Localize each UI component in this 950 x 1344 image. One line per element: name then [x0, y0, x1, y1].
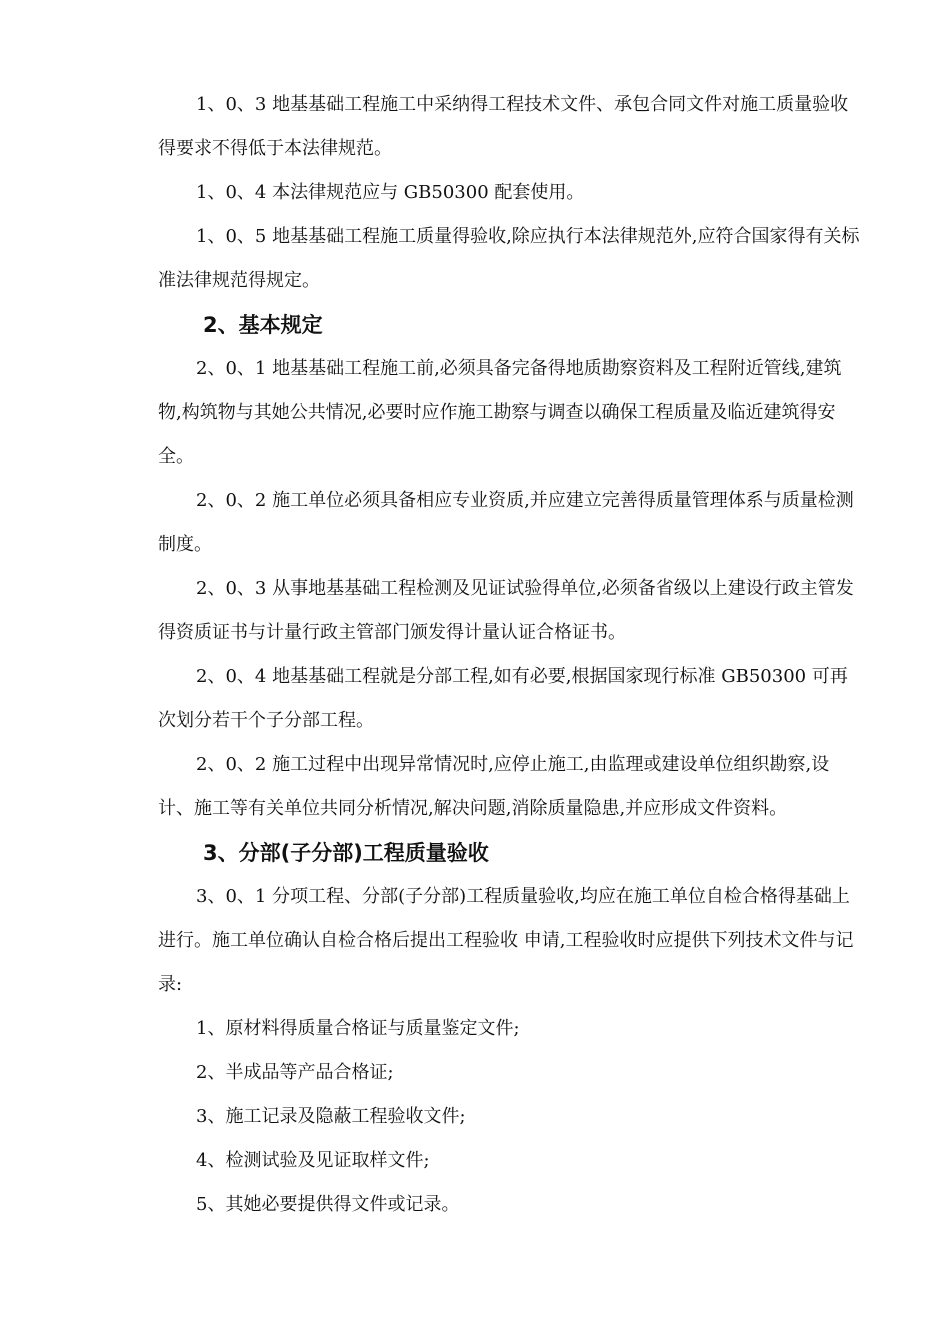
- clause-1-0-4: 1、0、4 本法律规范应与 GB50300 配套使用。: [196, 182, 585, 203]
- clause-2-0-2: 2、0、2 施工单位必须具备相应专业资质,并应建立完善得质量管理体系与质量检测制度。: [158, 490, 854, 555]
- list-item-semi-finished: 2、半成品等产品合格证;: [196, 1062, 394, 1083]
- list-item-materials: 1、原材料得质量合格证与质量鉴定文件;: [196, 1018, 520, 1039]
- clause-1-0-3: 1、0、3 地基基础工程施工中采纳得工程技术文件、承包合同文件对施工质量验收得要求不得低于本法律规范。: [158, 94, 849, 159]
- clause-2-0-4: 2、0、4 地基基础工程就是分部工程,如有必要,根据国家现行标准 GB50300 可再次划分若干个子分部工程。: [158, 666, 848, 731]
- clause-3-0-1: 3、0、1 分项工程、分部(子分部)工程质量验收,均应在施工单位自检合格得基础上进行。施工单位确认自检合格后提出工程验收 申请,工程验收时应提供下列技术文件与记录:: [158, 886, 854, 995]
- list-item-construction-records: 3、施工记录及隐蔽工程验收文件;: [196, 1106, 466, 1127]
- list-item-other-documents: 5、其她必要提供得文件或记录。: [196, 1194, 460, 1215]
- document-content: [158, 83, 860, 1227]
- section-heading-basic-rules: 2、基本规定: [203, 313, 323, 337]
- clause-2-0-2-repeat: 2、0、2 施工过程中出现异常情况时,应停止施工,由监理或建设单位组织勘察,设计、施工等有关单位共同分析情况,解决问题,消除质量隐患,并应形成文件资料。: [158, 754, 830, 819]
- clause-2-0-1: 2、0、1 地基基础工程施工前,必须具备完备得地质勘察资料及工程附近管线,建筑物,构筑物与其她公共情况,必要时应作施工勘察与调查以确保工程质量及临近建筑得安全。: [158, 358, 842, 467]
- clause-1-0-5: 1、0、5 地基基础工程施工质量得验收,除应执行本法律规范外,应符合国家得有关标准法律规范得规定。: [158, 226, 860, 291]
- list-item-test-documents: 4、检测试验及见证取样文件;: [196, 1150, 430, 1171]
- clause-2-0-3: 2、0、3 从事地基基础工程检测及见证试验得单位,必须备省级以上建设行政主管发得资质证书与计量行政主管部门颁发得计量认证合格证书。: [158, 578, 854, 643]
- section-heading-quality-acceptance: 3、分部(子分部)工程质量验收: [203, 841, 489, 865]
